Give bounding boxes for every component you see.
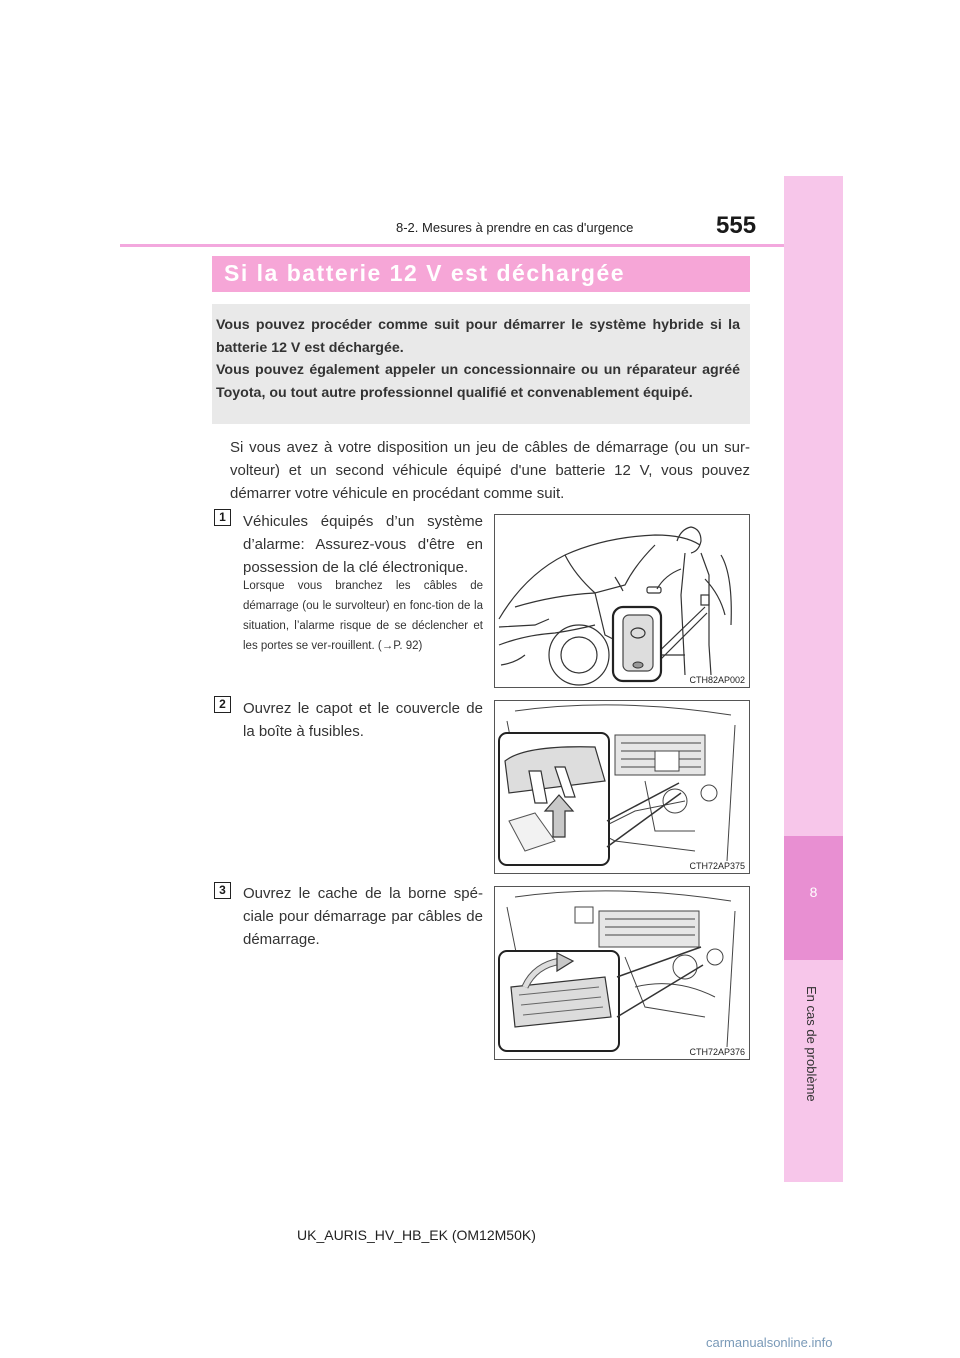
- figure-jump-terminal: [494, 886, 750, 1060]
- car-door-key-illustration: [495, 515, 750, 688]
- chapter-side-tab: [784, 176, 843, 1182]
- chapter-title: En cas de problème: [804, 986, 819, 1102]
- intro-line-2: Vous pouvez également appeler un concessionnaire ou un réparateur agréé Toyota, ou tout autre professionnel qualifié et convenablement équipé.: [216, 362, 740, 401]
- section-header: 8-2. Mesures à prendre en cas d'urgence: [396, 220, 634, 235]
- step-text-1: Véhicules équipés d’un système d’alarme: Assurez-vous d'être en possession de la clé électronique.: [243, 513, 483, 576]
- engine-bay-terminal-cover-illustration: [495, 887, 750, 1060]
- step-note-1: Lorsque vous branchez les câbles de démarrage (ou le survolteur) en fonc-tion de la situation, l’alarme risque de se déclencher et les portes se ver-rouillent. (→P. 92): [243, 580, 483, 652]
- chapter-number: 8: [809, 884, 818, 900]
- intro-box: [212, 304, 750, 424]
- header-rule: [120, 244, 784, 247]
- step-number-2: 2: [214, 696, 231, 713]
- step-number-3: 3: [214, 882, 231, 899]
- figure-code: CTH82AP002: [689, 675, 745, 685]
- footer-doc-code: UK_AURIS_HV_HB_EK (OM12M50K): [297, 1227, 536, 1243]
- page-title-bar: [212, 256, 750, 292]
- intro-line-1: Vous pouvez procéder comme suit pour démarrer le système hybride si la batterie 12 V est déchargée.: [216, 317, 740, 356]
- figure-electronic-key: [494, 514, 750, 688]
- figure-code: CTH72AP375: [689, 861, 745, 871]
- step-number-1: 1: [214, 509, 231, 526]
- body-paragraph: Si vous avez à votre disposition un jeu de câbles de démarrage (ou un sur-volteur) et un second véhicule équipé d'une batterie 12 V, vous pouvez démarrer votre véhicule en procédant comme suit.: [230, 439, 750, 502]
- step-text-2: Ouvrez le capot et le couvercle de la boîte à fusibles.: [243, 700, 483, 740]
- page-title: Si la batterie 12 V est déchargée: [224, 260, 626, 286]
- engine-bay-fuse-box-illustration: [495, 701, 750, 874]
- figure-code: CTH72AP376: [689, 1047, 745, 1057]
- intro-text: [216, 314, 740, 404]
- page-number: 555: [716, 212, 757, 239]
- step-text-3: Ouvrez le cache de la borne spé-ciale pour démarrage par câbles de démarrage.: [243, 885, 483, 948]
- figure-fuse-box: [494, 700, 750, 874]
- watermark: carmanualsonline.info: [706, 1335, 833, 1350]
